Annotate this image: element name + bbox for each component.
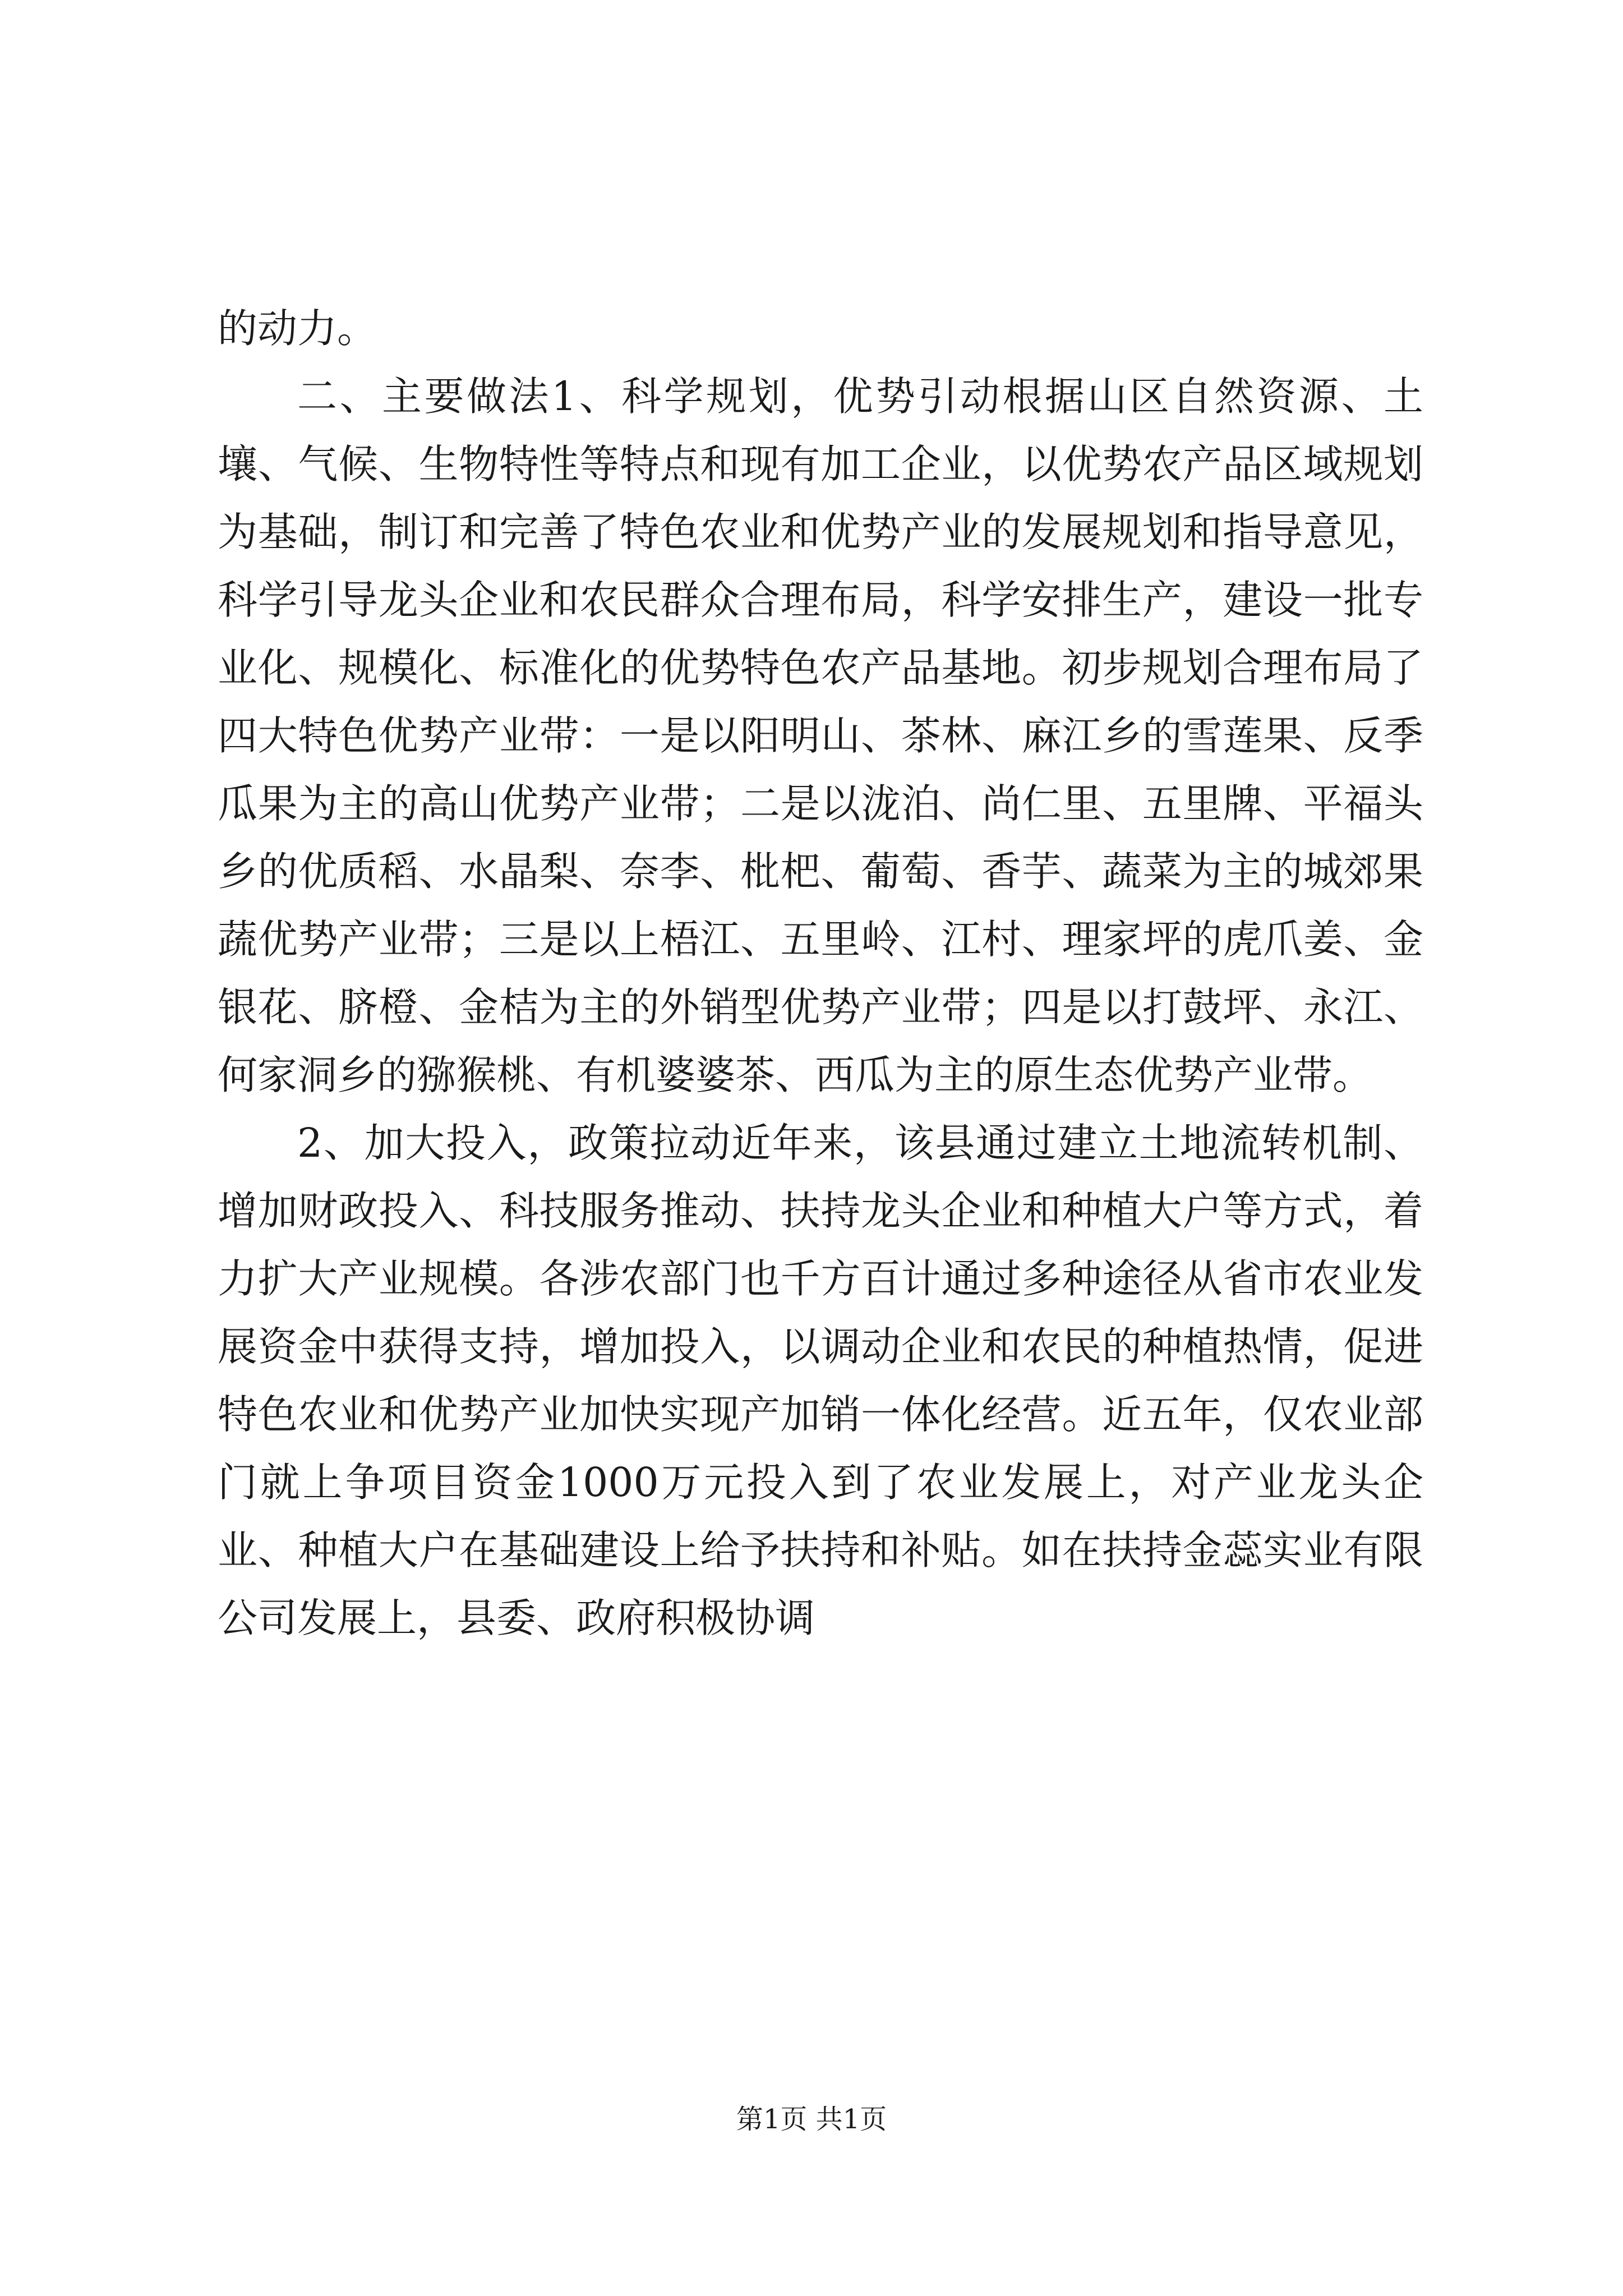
paragraph-investment: 2、加大投入，政策拉动近年来，该县通过建立土地流转机制、增加财政投入、科技服务推动、扶持龙头企业和种植大户等方式，着力扩大产业规模。各涉农部门也千方百计通过多种途径从省市农业发展资金中获得支持，增加投入，以调动企业和农民的种植热情，促进特色农业和优势产业加快实现产加销一体化经营。近五年，仅农业部门就上争项目资金1000万元投入到了农业发展上，对产业龙头企业、种植大户在基础建设上给予扶持和补贴。如在扶持金蕊实业有限公司发展上，县委、政府积极协调 (218, 1120, 1423, 1641)
paragraph-main-practices: 二、主要做法1、科学规划，优势引动根据山区自然资源、土壤、气候、生物特性等特点和现有加工企业，以优势农产品区域规划为基础，制订和完善了特色农业和优势产业的发展规划和指导意见，科学引导龙头企业和农民群众合理布局，科学安排生产，建设一批专业化、规模化、标准化的优势特色农产品基地。初步规划合理布局了四大特色优势产业带：一是以阳明山、茶林、麻江乡的雪莲果、反季瓜果为主的高山优势产业带；二是以泷泊、尚仁里、五里牌、平福头乡的优质稻、水晶梨、奈李、枇杷、葡萄、香芋、蔬菜为主的城郊果蔬优势产业带；三是以上梧江、五里岭、江村、理家坪的虎爪姜、金银花、脐橙、金桔为主的外销型优势产业带；四是以打鼓坪、永江、何家洞乡的猕猴桃、有机婆婆茶、西瓜为主的原生态优势产业带。 (218, 373, 1423, 1098)
document-body (218, 295, 1423, 1652)
page-footer: 第1页 共1页 (736, 2104, 887, 2135)
paragraph-continuation: 的动力。 (218, 305, 377, 352)
